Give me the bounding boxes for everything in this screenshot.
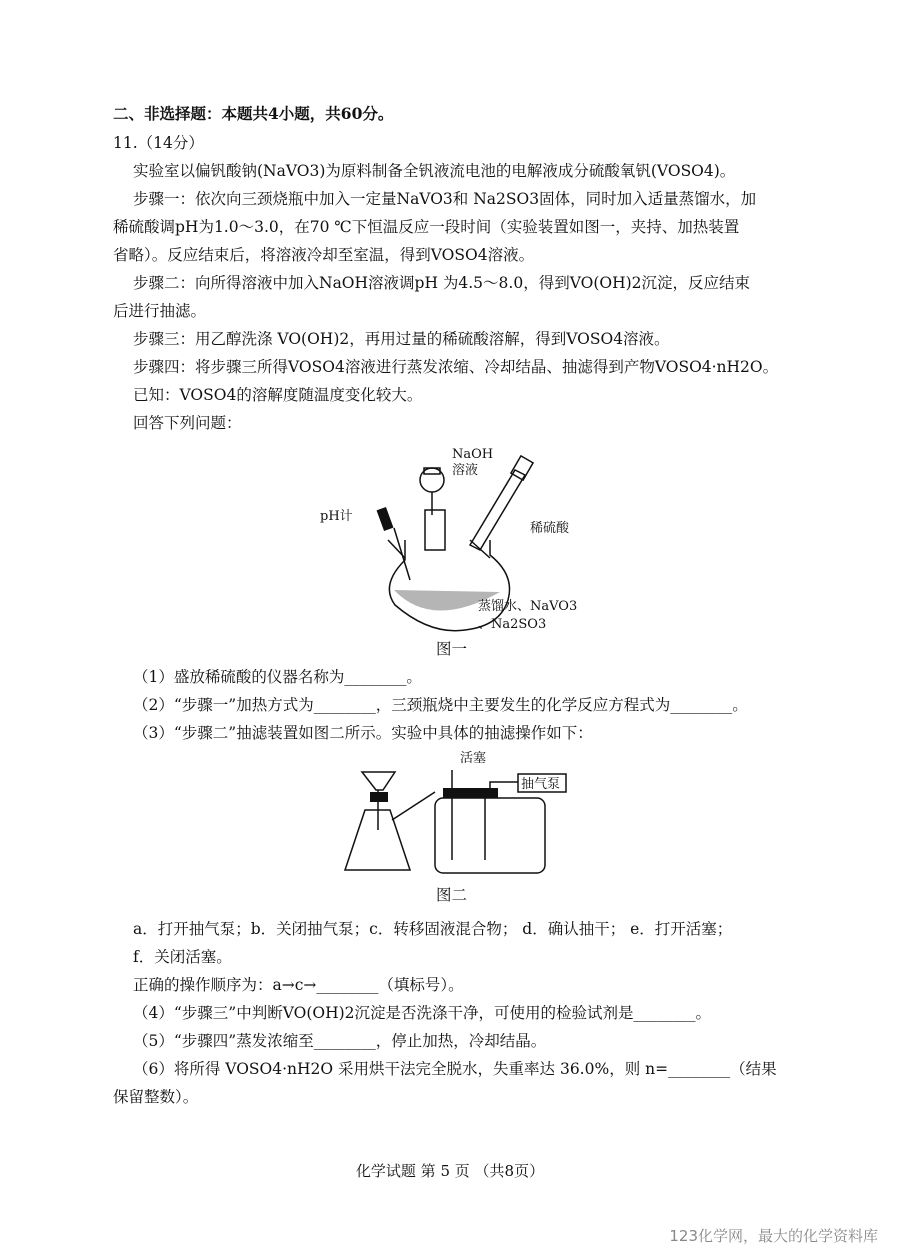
addition-funnel-stopper: [511, 456, 533, 480]
options-line1: a．打开抽气泵；b．关闭抽气泵；c．转移固液混合物； d．确认抽干； e．打开活塞；: [133, 920, 733, 938]
page-footer: 化学试题 第 5 页 （共8页）: [355, 1162, 545, 1180]
step1-line1: 步骤一：依次向三颈烧瓶中加入一定量NaVO3和 Na2SO3固体，同时加入适量蒸馏水，加: [133, 190, 757, 208]
question-intro: 实验室以偏钒酸钠(NaVO3)为原料制备全钒液流电池的电解液成分硫酸氧钒(VOSO4)。: [133, 162, 736, 180]
sub-question-2: （2）“步骤一”加热方式为________，三颈瓶烧中主要发生的化学反应方程式为________。: [133, 696, 748, 714]
flask-center-neck: [425, 510, 445, 550]
step2-line1: 步骤二：向所得溶液中加入NaOH溶液调pH 为4.5～8.0，得到VO(OH)2沉淀，反应结束: [133, 274, 751, 292]
step4: 步骤四：将步骤三所得VOSO4溶液进行蒸发浓缩、冷却结晶、抽滤得到产物VOSO4·nH2O。: [133, 358, 779, 376]
label-ph-meter: pH计: [320, 509, 353, 524]
flask-stopper: [370, 792, 388, 802]
step2-line2: 后进行抽滤。: [113, 302, 207, 320]
order-question: 正确的操作顺序为：a→c→________（填标号）。: [133, 976, 464, 994]
addition-funnel: [470, 470, 525, 550]
watermark: 123化学网，最大的化学资料库: [669, 1227, 878, 1245]
step1-line3: 省略）。反应结束后，将溶液冷却至室温，得到VOSO4溶液。: [113, 246, 535, 264]
figure1-caption: 图一: [436, 640, 468, 658]
ph-meter-head: [377, 507, 394, 531]
sub-question-6-line2: 保留整数）。: [113, 1088, 199, 1106]
pump-tube: [490, 782, 518, 788]
figure2-caption: 图二: [436, 886, 468, 904]
sub-question-1: （1）盛放稀硫酸的仪器名称为________。: [133, 668, 422, 686]
flask-side-necks: [388, 540, 490, 558]
question-number: 11.（14分）: [113, 134, 204, 152]
sub-question-4: （4）“步骤三”中判断VO(OH)2沉淀是否洗涤干净，可使用的检验试剂是________。: [133, 1004, 712, 1022]
figure2-suction-filtration: [340, 750, 580, 885]
label-pump: 抽气泵: [521, 777, 561, 792]
buchner-funnel: [362, 772, 395, 790]
label-dilute-acid: 稀硫酸: [530, 521, 570, 536]
known-fact: 已知：VOSO4的溶解度随温度变化较大。: [133, 386, 423, 404]
figure1-apparatus: [320, 440, 600, 640]
label-contents-2: 、Na2SO3: [478, 617, 547, 632]
label-stopcock: 活塞: [460, 751, 487, 766]
answer-prompt: 回答下列问题：: [133, 414, 242, 432]
step1-line2: 稀硫酸调pH为1.0～3.0，在70 ℃下恒温反应一段时间（实验装置如图一，夹持、加热装置: [113, 218, 740, 236]
sub-question-5: （5）“步骤四”蒸发浓缩至________，停止加热，冷却结晶。: [133, 1032, 547, 1050]
bottle-stopper: [443, 788, 498, 798]
connector-tube: [392, 792, 435, 820]
options-line2: f．关闭活塞。: [133, 948, 232, 966]
ph-probe: [394, 528, 410, 580]
label-contents-1: 蒸馏水、NaVO3: [478, 599, 578, 614]
step3: 步骤三：用乙醇洗涤 VO(OH)2，再用过量的稀硫酸溶解，得到VOSO4溶液。: [133, 330, 670, 348]
label-naoh-2: 溶液: [452, 463, 479, 478]
section-title: 二、非选择题：本题共4小题，共60分。: [113, 104, 394, 123]
label-naoh-1: NaOH: [452, 447, 494, 462]
sub-question-3: （3）“步骤二”抽滤装置如图二所示。实验中具体的抽滤操作如下：: [133, 724, 593, 742]
sub-question-6-line1: （6）将所得 VOSO4·nH2O 采用烘干法完全脱水，失重率达 36.0%，则 n=________（结果: [133, 1060, 777, 1078]
